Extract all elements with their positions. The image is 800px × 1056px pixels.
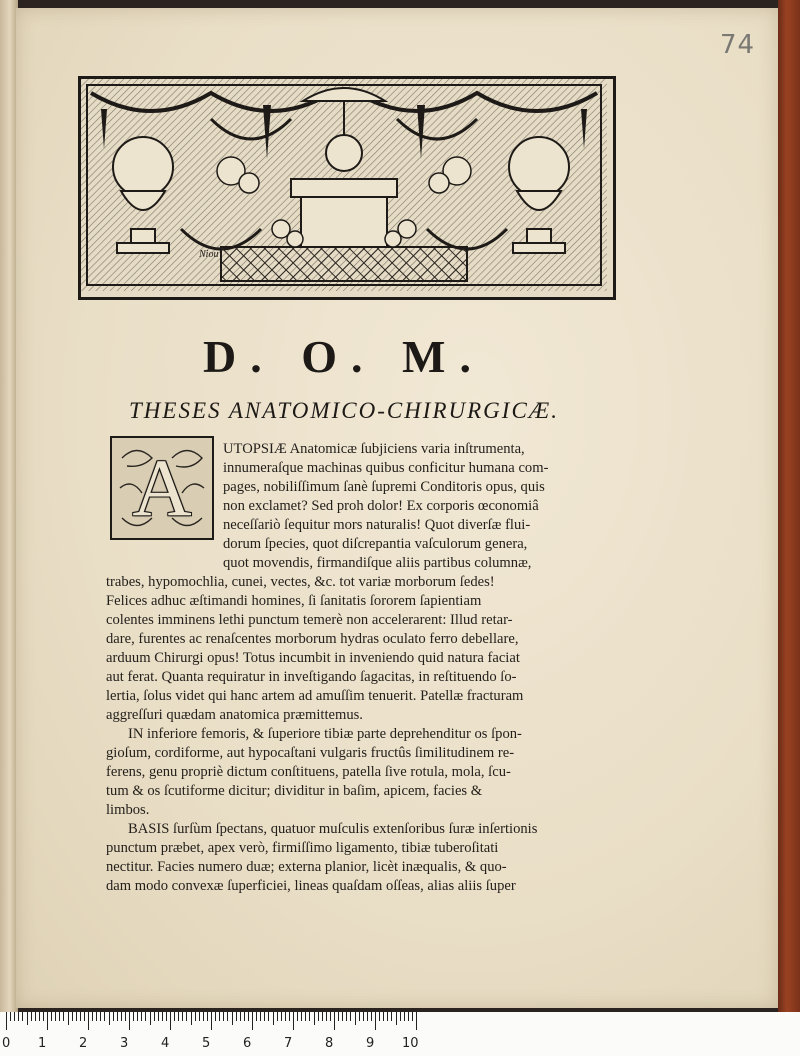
- ruler-tick: [404, 1012, 405, 1021]
- ruler-tick: [186, 1012, 187, 1021]
- ruler-tick: [412, 1012, 413, 1021]
- ruler-tick: [158, 1012, 159, 1021]
- ruler-tick: [379, 1012, 380, 1021]
- ruler-tick: [289, 1012, 290, 1021]
- ruler-tick: [92, 1012, 93, 1021]
- ruler-tick: [88, 1012, 89, 1030]
- ruler-tick: [375, 1012, 376, 1030]
- ruler-tick: [166, 1012, 167, 1021]
- ruler-tick: [68, 1012, 69, 1025]
- ruler-tick: [174, 1012, 175, 1021]
- text-line: dam modo convexæ ſuperficiei, lineas quaſdam oſſeas, alias aliis ſuper: [106, 878, 516, 894]
- ruler-tick: [150, 1012, 151, 1025]
- ruler-tick: [47, 1012, 48, 1030]
- ruler-tick: [59, 1012, 60, 1021]
- ruler-tick: [211, 1012, 212, 1030]
- ruler-tick: [100, 1012, 101, 1021]
- ruler-label: 4: [161, 1036, 170, 1051]
- headpiece-engraving: [81, 79, 607, 291]
- ruler-tick: [363, 1012, 364, 1021]
- ruler-tick: [203, 1012, 204, 1021]
- ruler-tick: [359, 1012, 360, 1021]
- text-line: UTOPSIÆ Anatomicæ ſubjiciens varia inſtrumenta,: [223, 441, 525, 457]
- text-line: pages, nobiliſſimum ſanè ſupremi Conditoris opus, quis: [223, 479, 545, 495]
- text-line: nectitur. Facies numero duæ; externa planior, licèt inæqualis, & quo-: [106, 859, 507, 875]
- ruler-tick: [293, 1012, 294, 1030]
- ruler-tick: [387, 1012, 388, 1021]
- ruler-tick: [318, 1012, 319, 1021]
- text-line: ferens, genu propriè dictum conſtituens, patella ſive rotula, mola, ſcu-: [106, 764, 511, 780]
- ruler-tick: [96, 1012, 97, 1021]
- ruler-label: 3: [120, 1036, 129, 1051]
- ruler-tick: [76, 1012, 77, 1021]
- measurement-ruler: [0, 1012, 800, 1056]
- ruler-label: 1: [38, 1036, 47, 1051]
- ruler-label: 7: [284, 1036, 293, 1051]
- ruler-tick: [416, 1012, 417, 1030]
- ruler-tick: [400, 1012, 401, 1021]
- ruler-tick: [268, 1012, 269, 1021]
- ruler-tick: [248, 1012, 249, 1021]
- ruler-tick: [72, 1012, 73, 1021]
- ruler-label: 9: [366, 1036, 375, 1051]
- ruler-tick: [277, 1012, 278, 1021]
- page-title: D. O. M.: [203, 331, 485, 382]
- text-line: tum & os ſcutiforme dicitur; dividitur in baſim, apicem, facies &: [106, 783, 483, 799]
- ruler-tick: [6, 1012, 7, 1030]
- book-binding-right: [778, 0, 800, 1012]
- text-line: IN inferiore femoris, & ſuperiore tibiæ parte deprehenditur os ſpon-: [128, 726, 522, 742]
- ruler-tick: [63, 1012, 64, 1021]
- ruler-tick: [227, 1012, 228, 1021]
- ruler-tick: [367, 1012, 368, 1021]
- ruler-tick: [396, 1012, 397, 1025]
- ruler-tick: [264, 1012, 265, 1021]
- ruler-tick: [51, 1012, 52, 1021]
- text-line: lertia, ſolus videt qui hanc artem ad amuſſim tenuerit. Patellæ fracturam: [106, 688, 524, 704]
- ruler-tick: [121, 1012, 122, 1021]
- text-line: neceſſariò ſequitur mors naturalis! Quot diverſæ flui-: [223, 517, 531, 533]
- initial-letter: A: [132, 442, 192, 533]
- page-number: 74: [720, 30, 756, 60]
- ruler-tick: [18, 1012, 19, 1021]
- ruler-tick: [104, 1012, 105, 1021]
- ruler-tick: [314, 1012, 315, 1025]
- ruler-tick: [43, 1012, 44, 1021]
- ruler-tick: [334, 1012, 335, 1030]
- ruler-tick: [350, 1012, 351, 1021]
- ruler-tick: [10, 1012, 11, 1021]
- ruler-tick: [285, 1012, 286, 1021]
- ruler-label: 8: [325, 1036, 334, 1051]
- ruler-tick: [338, 1012, 339, 1021]
- ruler-tick: [35, 1012, 36, 1021]
- ruler-tick: [346, 1012, 347, 1021]
- ruler-tick: [330, 1012, 331, 1021]
- ruler-tick: [256, 1012, 257, 1021]
- ruler-label: 10: [402, 1036, 419, 1051]
- ruler-tick: [141, 1012, 142, 1021]
- book-page: [16, 8, 778, 1008]
- ruler-tick: [309, 1012, 310, 1021]
- ruler-tick: [281, 1012, 282, 1021]
- text-line: non exclamet? Sed proh dolor! Ex corporis œconomiâ: [223, 498, 539, 514]
- ruler-tick: [244, 1012, 245, 1021]
- ruler-tick: [31, 1012, 32, 1021]
- ruler-tick: [223, 1012, 224, 1021]
- ruler-label: 6: [243, 1036, 252, 1051]
- ruler-tick: [14, 1012, 15, 1021]
- ruler-tick: [207, 1012, 208, 1021]
- ruler-tick: [355, 1012, 356, 1025]
- ruler-tick: [39, 1012, 40, 1021]
- ruler-tick: [383, 1012, 384, 1021]
- ruler-tick: [252, 1012, 253, 1030]
- ruler-tick: [232, 1012, 233, 1025]
- ruler-tick: [326, 1012, 327, 1021]
- text-line: BASIS ſurſùm ſpectans, quatuor muſculis extenſoribus ſuræ inſertionis: [128, 821, 538, 837]
- text-line: dorum ſpecies, quot diſcrepantia vaſculorum genera,: [223, 536, 528, 552]
- ruler-tick: [182, 1012, 183, 1021]
- ruler-tick: [125, 1012, 126, 1021]
- ruler-tick: [55, 1012, 56, 1021]
- text-line: aut ferat. Quanta requiratur in inveſtigando ſagacitas, in reſtituendo ſo-: [106, 669, 517, 685]
- text-line: innumeraſque machinas quibus conficitur humana com-: [223, 460, 549, 476]
- text-line: quot movendis, firmandiſque aliis partibus columnæ,: [223, 555, 532, 571]
- ruler-tick: [240, 1012, 241, 1021]
- ruler-tick: [145, 1012, 146, 1021]
- ruler-tick: [129, 1012, 130, 1030]
- ruler-tick: [215, 1012, 216, 1021]
- ruler-tick: [322, 1012, 323, 1021]
- ruler-tick: [154, 1012, 155, 1021]
- ruler-tick: [170, 1012, 171, 1030]
- ruler-tick: [305, 1012, 306, 1021]
- ruler-tick: [191, 1012, 192, 1025]
- ruler-tick: [342, 1012, 343, 1021]
- ruler-tick: [260, 1012, 261, 1021]
- ruler-tick: [109, 1012, 110, 1025]
- ruler-tick: [297, 1012, 298, 1021]
- text-line: aggreſſuri quædam anatomica præmittemus.: [106, 707, 363, 723]
- ruler-tick: [273, 1012, 274, 1025]
- text-line: Felices adhuc æſtimandi homines, ſi ſanitatis ſororem ſapientiam: [106, 593, 482, 609]
- ruler-tick: [117, 1012, 118, 1021]
- ruler-tick: [391, 1012, 392, 1021]
- ruler-tick: [178, 1012, 179, 1021]
- text-line: gioſum, cordiforme, aut hypocaſtani vulgaris fructûs ſimilitudinem re-: [106, 745, 515, 761]
- text-line: trabes, hypomochlia, cunei, vectes, &c. tot variæ morborum ſedes!: [106, 574, 495, 590]
- text-line: colentes imminens lethi punctum temerè non accelerarent: Illud retar-: [106, 612, 513, 628]
- ruler-tick: [84, 1012, 85, 1021]
- ruler-tick: [301, 1012, 302, 1021]
- text-line: punctum præbet, apex verò, firmiſſimo ligamento, tibiæ tuberoſitati: [106, 840, 499, 856]
- ruler-tick: [199, 1012, 200, 1021]
- ruler-tick: [27, 1012, 28, 1025]
- ruler-tick: [80, 1012, 81, 1021]
- ruler-tick: [219, 1012, 220, 1021]
- ruler-tick: [133, 1012, 134, 1021]
- text-line: dare, furentes ac renaſcentes morborum hydras oculato ferro debellare,: [106, 631, 519, 647]
- ruler-tick: [371, 1012, 372, 1021]
- page-subtitle: THESES ANATOMICO-CHIRURGICÆ.: [129, 398, 559, 423]
- ruler-tick: [137, 1012, 138, 1021]
- text-line: arduum Chirurgi opus! Totus incumbit in inveniendo quid natura faciat: [106, 650, 520, 666]
- ruler-tick: [22, 1012, 23, 1021]
- ruler-tick: [236, 1012, 237, 1021]
- ruler-tick: [408, 1012, 409, 1021]
- ruler-tick: [113, 1012, 114, 1021]
- ruler-tick: [195, 1012, 196, 1021]
- text-line: limbos.: [106, 802, 150, 818]
- ruler-tick: [162, 1012, 163, 1021]
- ruler-label: 0: [2, 1036, 11, 1051]
- engraver-signature: Niou: [199, 249, 219, 260]
- ruler-label: 2: [79, 1036, 88, 1051]
- ornamental-headpiece: [78, 76, 616, 300]
- ruler-label: 5: [202, 1036, 211, 1051]
- decorated-initial: [110, 436, 214, 540]
